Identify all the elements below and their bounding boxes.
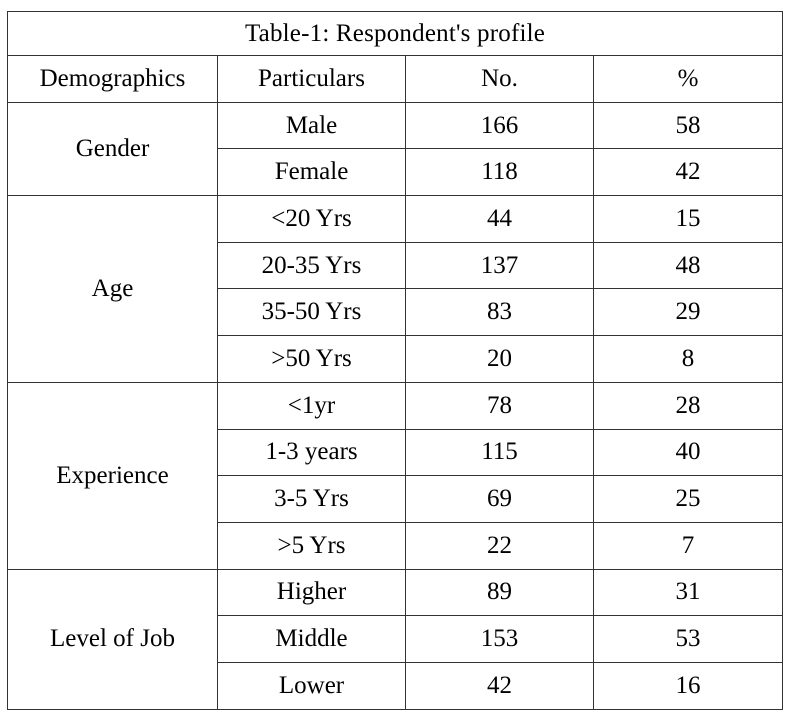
cell-no: 89 xyxy=(406,569,594,616)
table-row xyxy=(8,569,783,616)
cell-no: 20 xyxy=(406,336,594,383)
table-row xyxy=(8,196,783,243)
header-particulars: Particulars xyxy=(218,56,406,103)
cell-particular: <20 Yrs xyxy=(218,196,406,243)
cell-percent: 15 xyxy=(594,196,783,243)
cell-particular: >50 Yrs xyxy=(218,336,406,383)
cell-no: 115 xyxy=(406,429,594,476)
header-no: No. xyxy=(406,56,594,103)
cell-no: 166 xyxy=(406,102,594,149)
table-header-row xyxy=(8,56,783,103)
respondent-profile-table xyxy=(7,11,783,710)
cell-particular: Lower xyxy=(218,662,406,709)
cell-particular: 3-5 Yrs xyxy=(218,476,406,523)
group-label-level-of-job: Level of Job xyxy=(8,569,218,709)
cell-no: 78 xyxy=(406,382,594,429)
cell-no: 44 xyxy=(406,196,594,243)
cell-percent: 7 xyxy=(594,522,783,569)
cell-particular: 1-3 years xyxy=(218,429,406,476)
cell-percent: 8 xyxy=(594,336,783,383)
header-demographics: Demographics xyxy=(8,56,218,103)
table-row xyxy=(8,102,783,149)
cell-percent: 40 xyxy=(594,429,783,476)
table-row xyxy=(8,382,783,429)
cell-particular: Higher xyxy=(218,569,406,616)
cell-particular: Male xyxy=(218,102,406,149)
cell-percent: 28 xyxy=(594,382,783,429)
table-title: Table-1: Respondent's profile xyxy=(8,12,783,56)
cell-particular: Middle xyxy=(218,616,406,663)
cell-percent: 58 xyxy=(594,102,783,149)
cell-no: 153 xyxy=(406,616,594,663)
cell-no: 137 xyxy=(406,242,594,289)
cell-particular: 35-50 Yrs xyxy=(218,289,406,336)
cell-percent: 29 xyxy=(594,289,783,336)
table-title-row xyxy=(8,12,783,56)
cell-particular: >5 Yrs xyxy=(218,522,406,569)
cell-percent: 25 xyxy=(594,476,783,523)
cell-percent: 42 xyxy=(594,149,783,196)
cell-percent: 53 xyxy=(594,616,783,663)
cell-no: 118 xyxy=(406,149,594,196)
header-percent: % xyxy=(594,56,783,103)
cell-particular: Female xyxy=(218,149,406,196)
group-label-age: Age xyxy=(8,196,218,383)
group-label-gender: Gender xyxy=(8,102,218,195)
cell-particular: 20-35 Yrs xyxy=(218,242,406,289)
cell-particular: <1yr xyxy=(218,382,406,429)
cell-no: 83 xyxy=(406,289,594,336)
cell-percent: 48 xyxy=(594,242,783,289)
cell-no: 42 xyxy=(406,662,594,709)
group-label-experience: Experience xyxy=(8,382,218,569)
cell-no: 22 xyxy=(406,522,594,569)
cell-percent: 31 xyxy=(594,569,783,616)
cell-percent: 16 xyxy=(594,662,783,709)
cell-no: 69 xyxy=(406,476,594,523)
